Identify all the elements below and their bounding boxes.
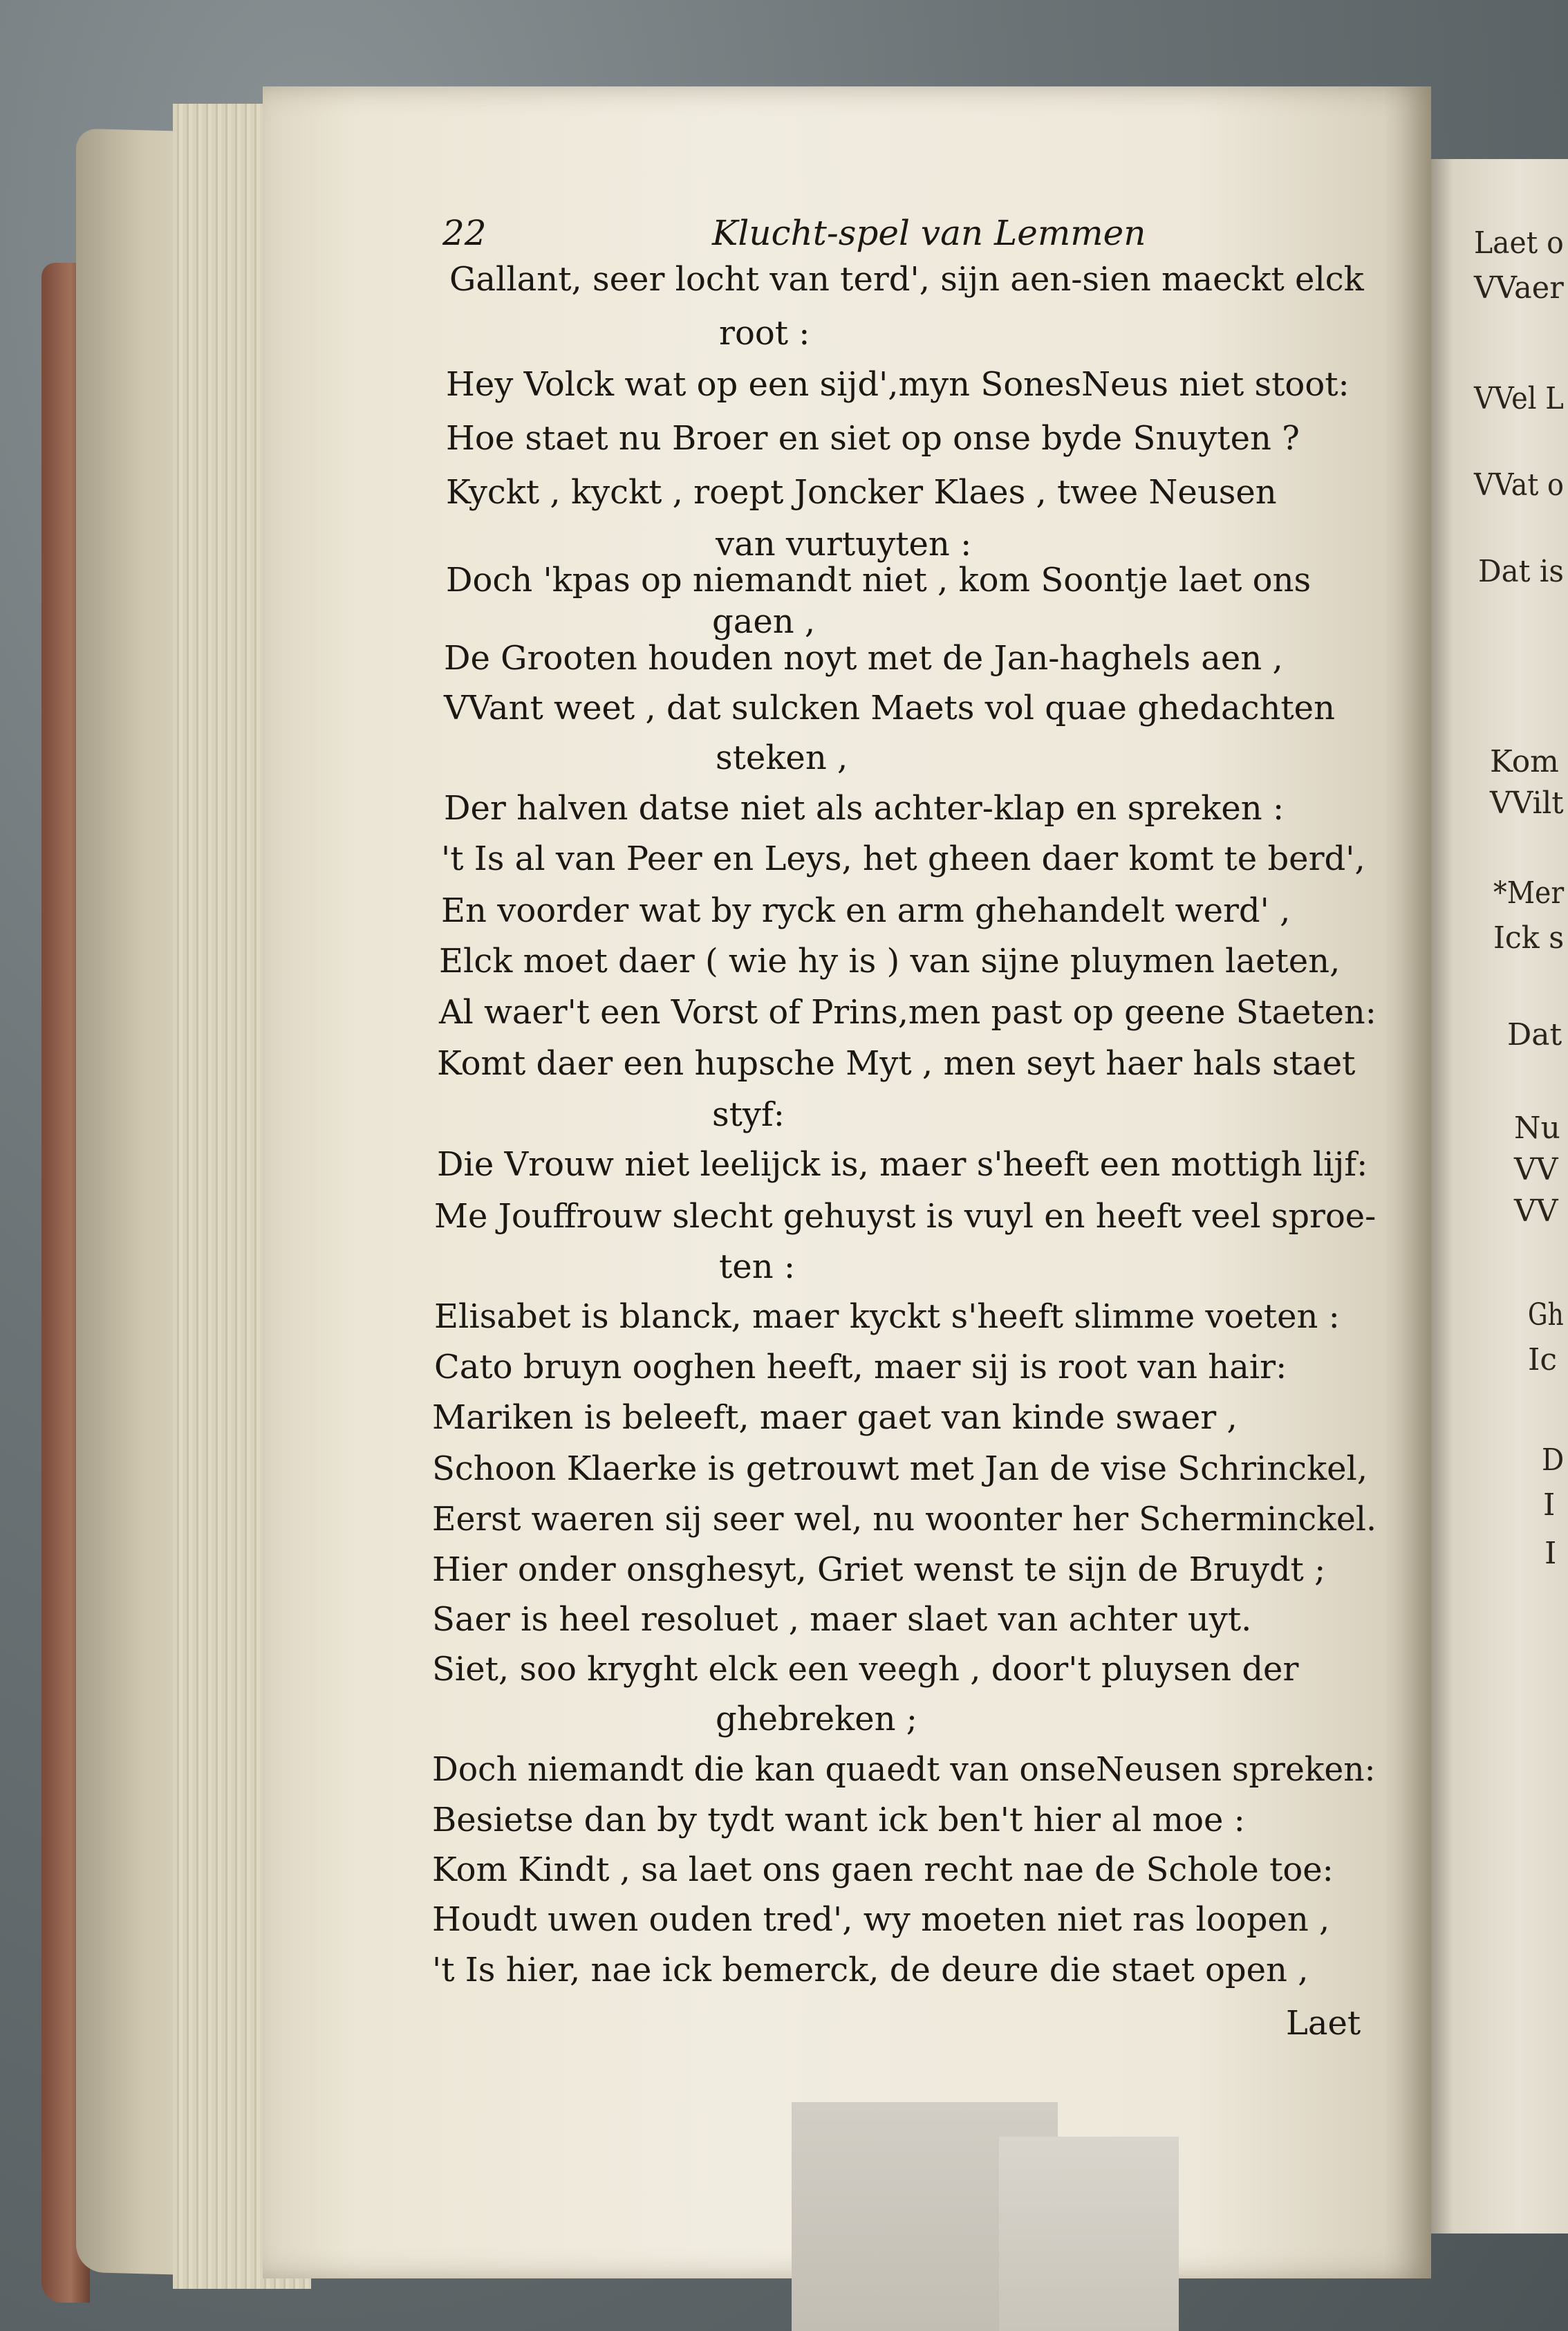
verse-line: ghebreken ;: [716, 1700, 917, 1738]
verse-line: steken ,: [716, 739, 848, 777]
verse-line: Kyckt , kyckt , roept Joncker Klaes , twee Neusen: [446, 473, 1277, 512]
verse-line: Me Jouffrouw slecht gehuyst is vuyl en heeft veel sproe-: [434, 1197, 1376, 1236]
facing-fragment: Laet o: [1474, 225, 1564, 261]
verse-line: Komt daer een hupsche Myt , men seyt haer hals staet: [437, 1044, 1356, 1083]
facing-fragment: Ick s: [1493, 920, 1565, 956]
facing-fragment: VVilt: [1490, 786, 1564, 821]
verse-line: Der halven datse niet als achter-klap en spreken :: [444, 789, 1285, 828]
facing-fragment: VVaer: [1474, 270, 1564, 306]
facing-fragment: VV: [1514, 1194, 1558, 1229]
facing-fragment: VVel L: [1474, 381, 1564, 416]
running-head: Klucht-spel van Lemmen: [712, 213, 1146, 253]
verse-line: Hoe staet nu Broer en siet op onse byde Snuyten ?: [446, 419, 1300, 458]
facing-fragment: *Mer: [1493, 875, 1565, 911]
verse-line: Schoon Klaerke is getrouwt met Jan de vise Schrinckel,: [432, 1449, 1368, 1488]
verse-line: Elisabet is blanck, maer kyckt s'heeft slimme voeten :: [434, 1297, 1340, 1336]
verse-line: Cato bruyn ooghen heeft, maer sij is root van hair:: [434, 1348, 1287, 1386]
verse-line: van vurtuyten :: [716, 525, 972, 564]
verse-line: Kom Kindt , sa laet ons gaen recht nae de Schole toe:: [432, 1850, 1334, 1889]
facing-fragment: I: [1543, 1487, 1556, 1523]
verse-line: De Grooten houden noyt met de Jan-haghels aen ,: [444, 639, 1283, 678]
verse-line: Besietse dan by tydt want ick ben't hier al moe :: [432, 1801, 1245, 1839]
verse-line: Al waer't een Vorst of Prins,men past op geene Staeten:: [439, 993, 1376, 1032]
facing-fragment: Dat is: [1478, 554, 1564, 589]
facing-fragment: VV: [1514, 1152, 1558, 1187]
facing-fragment: I: [1544, 1536, 1557, 1571]
verse-line: root :: [719, 314, 810, 353]
facing-fragment: Dat: [1507, 1017, 1562, 1052]
facing-fragment: D: [1542, 1442, 1565, 1478]
facing-fragment: Kom: [1490, 744, 1559, 779]
verse-line: Doch niemandt die kan quaedt van onseNeusen spreken:: [432, 1750, 1376, 1789]
verse-line: Mariken is beleeft, maer gaet van kinde swaer ,: [432, 1398, 1238, 1437]
facing-fragment: Gh: [1528, 1297, 1564, 1332]
verse-line: Doch 'kpas op niemandt niet , kom Soontje laet ons: [446, 561, 1312, 600]
verse-line: Gallant, seer locht van terd', sijn aen-sien maeckt elck: [449, 260, 1364, 299]
verse-line: styf:: [712, 1095, 785, 1134]
verse-line: gaen ,: [712, 602, 816, 641]
verse-line: 't Is hier, nae ick bemerck, de deure die staet open ,: [432, 1951, 1309, 1989]
verse-line: En voorder wat by ryck en arm ghehandelt werd' ,: [441, 891, 1291, 930]
verse-line: VVant weet , dat sulcken Maets vol quae ghedachten: [444, 689, 1335, 727]
facing-fragment: Ic: [1528, 1342, 1558, 1377]
verse-line: 't Is al van Peer en Leys, het gheen daer komt te berd',: [441, 839, 1365, 878]
verse-line: Siet, soo kryght elck een veegh , door't pluysen der: [432, 1650, 1299, 1689]
verse-line: ten :: [719, 1247, 796, 1286]
verse-line: Houdt uwen ouden tred', wy moeten niet ras loopen ,: [432, 1900, 1330, 1939]
verse-line: Hier onder onsghesyt, Griet wenst te sijn de Bruydt ;: [432, 1550, 1326, 1589]
page-number: 22: [442, 213, 487, 253]
verse-line: Die Vrouw niet leelijck is, maer s'heeft een mottigh lijf:: [437, 1145, 1368, 1184]
verse-line: Saer is heel resoluet , maer slaet van achter uyt.: [432, 1600, 1252, 1639]
facing-fragment: Nu: [1514, 1111, 1560, 1146]
verse-line: Elck moet daer ( wie hy is ) van sijne pluymen laeten,: [439, 942, 1341, 981]
catchword: Laet: [1286, 2004, 1361, 2043]
verse-line: Hey Volck wat op een sijd',myn SonesNeus niet stoot:: [446, 365, 1350, 404]
verse-line: Eerst waeren sij seer wel, nu woonter her Scherminckel.: [432, 1500, 1377, 1539]
facing-fragment: VVat o: [1474, 467, 1564, 503]
